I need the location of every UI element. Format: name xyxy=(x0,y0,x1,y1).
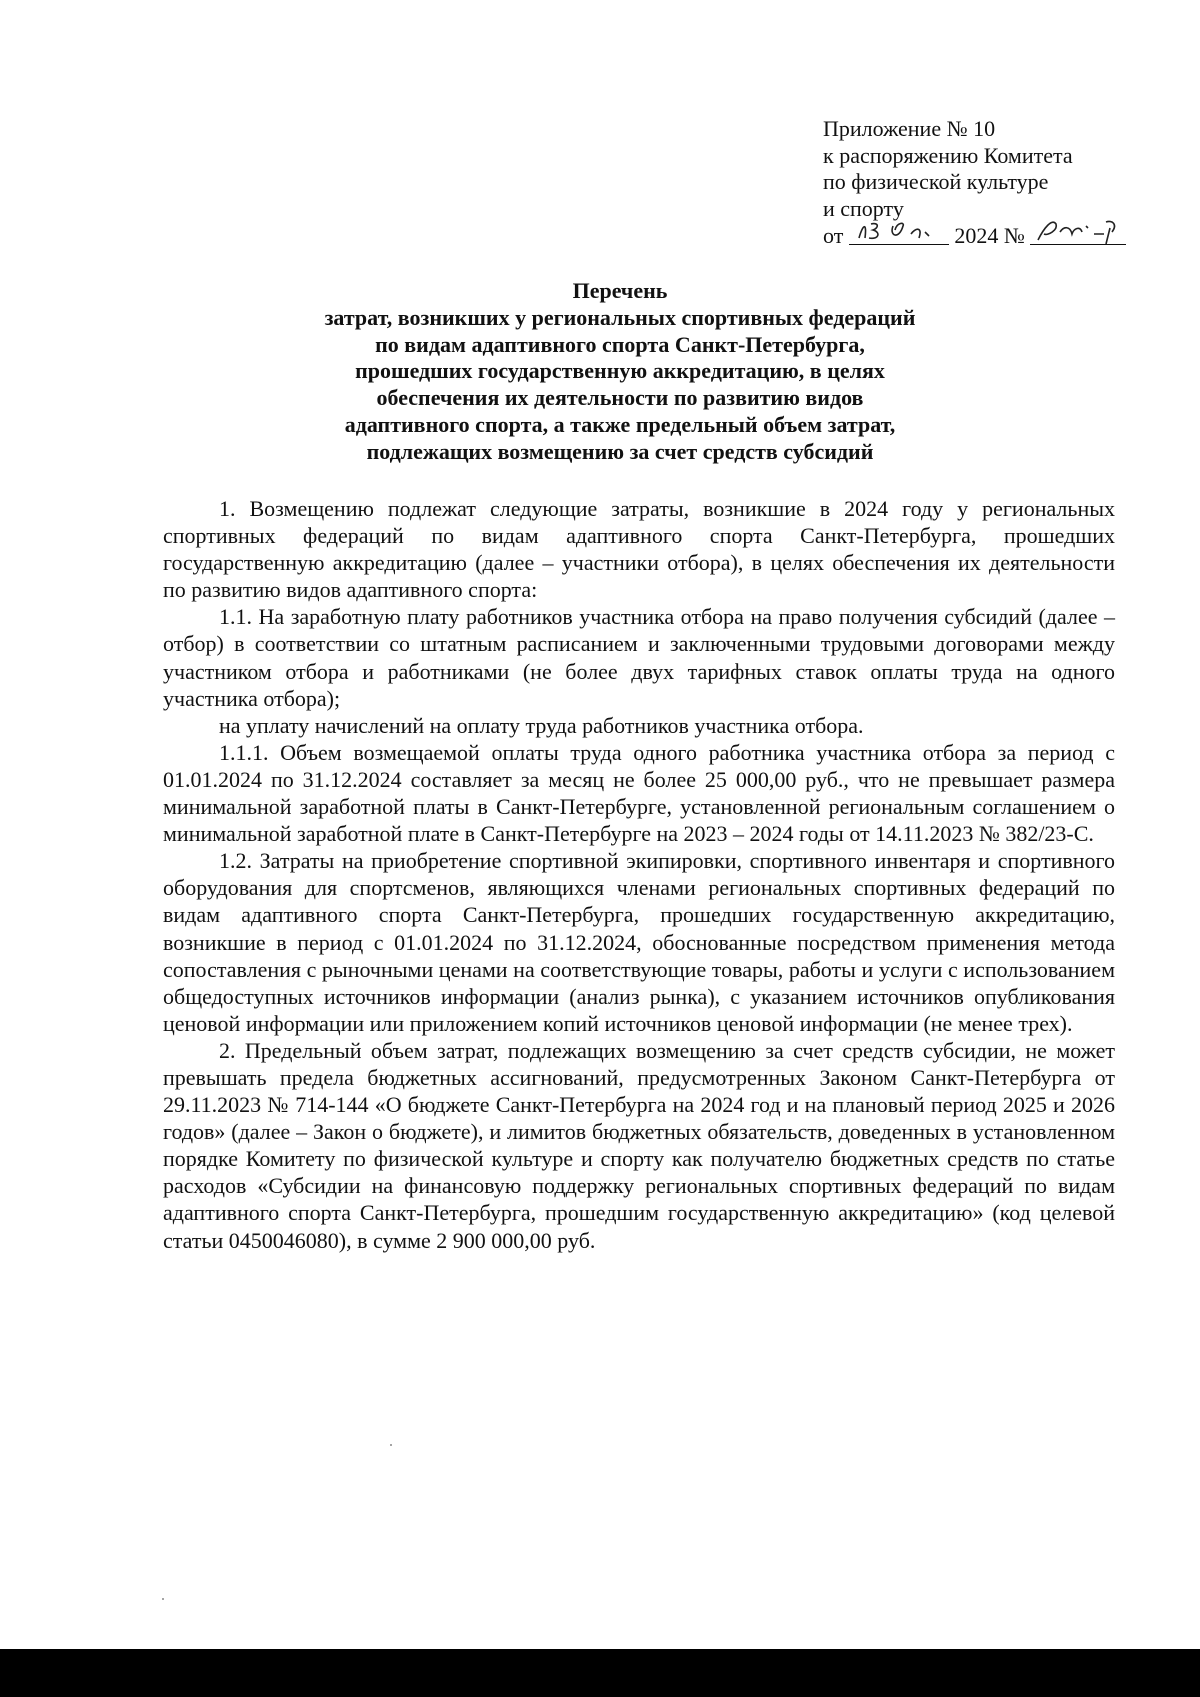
handwritten-date-field xyxy=(849,222,949,245)
scan-bottom-border xyxy=(0,1649,1200,1697)
title-line: обеспечения их деятельности по развитию видов xyxy=(376,385,864,411)
handwritten-date-scribble xyxy=(849,214,949,246)
paragraph-1-1: 1.1. На заработную плату работников участника отбора на право получения субсидий (далее – отбор) в соответствии со штатным расписанием и заключенными трудовыми договорами между участником отбора и работниками (не более двух тарифных ставок оплаты труда на одного участника отбора); xyxy=(163,604,1115,711)
appendix-sport-line: и спорту xyxy=(823,195,904,221)
title-heading: Перечень xyxy=(572,278,668,303)
paragraph-1-2: 1.2. Затраты на приобретение спортивной экипировки, спортивного инвентаря и спортивного оборудования для спортсменов, являющихся членами региональных спортивных федераций по видам адаптивного спорта Санкт-Петербурга, прошедших государственную аккредитацию, возникшие в период с 01.01.2024 по 31.12.2024, обоснованные посредством применения метода сопоставления с рыночными ценами на соответствующие товары, работы и услуги с использованием общедоступных источников информации (анализ рынка), с указанием источников опубликования ценовой информации или приложением копий источников ценовой информации (не менее трех). xyxy=(163,848,1115,1036)
appendix-number: Приложение № 10 xyxy=(823,116,996,141)
title-line: затрат, возникших у региональных спортивных федераций xyxy=(324,304,916,330)
appendix-committee-line: по физической культуре xyxy=(823,169,1049,194)
paragraph-2: 2. Предельный объем затрат, подлежащих возмещению за счет средств субсидии, не может превышать предела бюджетных ассигнований, предусмотренных Законом Санкт-Петербурга от 29.11.2023 № 714-144 «О бюджете Санкт-Петербурга на 2024 год и на плановый период 2025 и 2026 годов» (далее – Закон о бюджете), и лимитов бюджетных обязательств, доведенных в установленном порядке Комитету по физической культуре и спорту как получателю бюджетных средств по статье расходов «Субсидии на финансовую поддержку региональных спортивных федераций по видам адаптивного спорта Санкт-Петербурга, прошедшим государственную аккредитацию» (код целевой статьи 0450046080), в сумме 2 900 000,00 руб. xyxy=(163,1037,1115,1253)
title-line: прошедших государственную аккредитацию, в целях xyxy=(355,358,885,384)
paragraph-1-1-contributions: на уплату начислений на оплату труда работников участника отбора. xyxy=(219,712,864,738)
paragraph-1: 1. Возмещению подлежат следующие затраты, возникшие в 2024 году у региональных спортивных федераций по видам адаптивного спорта Санкт-Петербурга, прошедших государственную аккредитацию (далее – участники отбора), в целях обеспечения их деятельности по развитию видов адаптивного спорта: xyxy=(163,496,1115,603)
date-prefix: от xyxy=(823,223,844,248)
title-line: по видам адаптивного спорта Санкт-Петербурга, xyxy=(375,331,865,357)
handwritten-number-scribble xyxy=(1030,214,1126,246)
appendix-date-line xyxy=(823,222,1143,250)
handwritten-number-field xyxy=(1030,222,1126,245)
scan-speck xyxy=(162,1598,164,1600)
title-line: адаптивного спорта, а также предельный объем затрат, xyxy=(344,411,896,437)
appendix-order-line: к распоряжению Комитета xyxy=(823,142,1073,168)
document-body xyxy=(163,495,1115,1254)
document-title xyxy=(160,278,1080,466)
appendix-header xyxy=(823,116,1143,250)
paragraph-1-1-1: 1.1.1. Объем возмещаемой оплаты труда одного работника участника отбора за период с 01.01.2024 по 31.12.2024 составляет за месяц не более 25 000,00 руб., что не превышает размера минимальной заработной платы в Санкт-Петербурге, установленной региональным соглашением о минимальной заработной плате в Санкт-Петербурге на 2023 – 2024 годы от 14.11.2023 № 382/23-С. xyxy=(163,739,1115,847)
year-number-label: 2024 № xyxy=(954,223,1025,248)
scan-speck xyxy=(390,1444,392,1446)
title-line: подлежащих возмещению за счет средств субсидий xyxy=(366,438,874,464)
